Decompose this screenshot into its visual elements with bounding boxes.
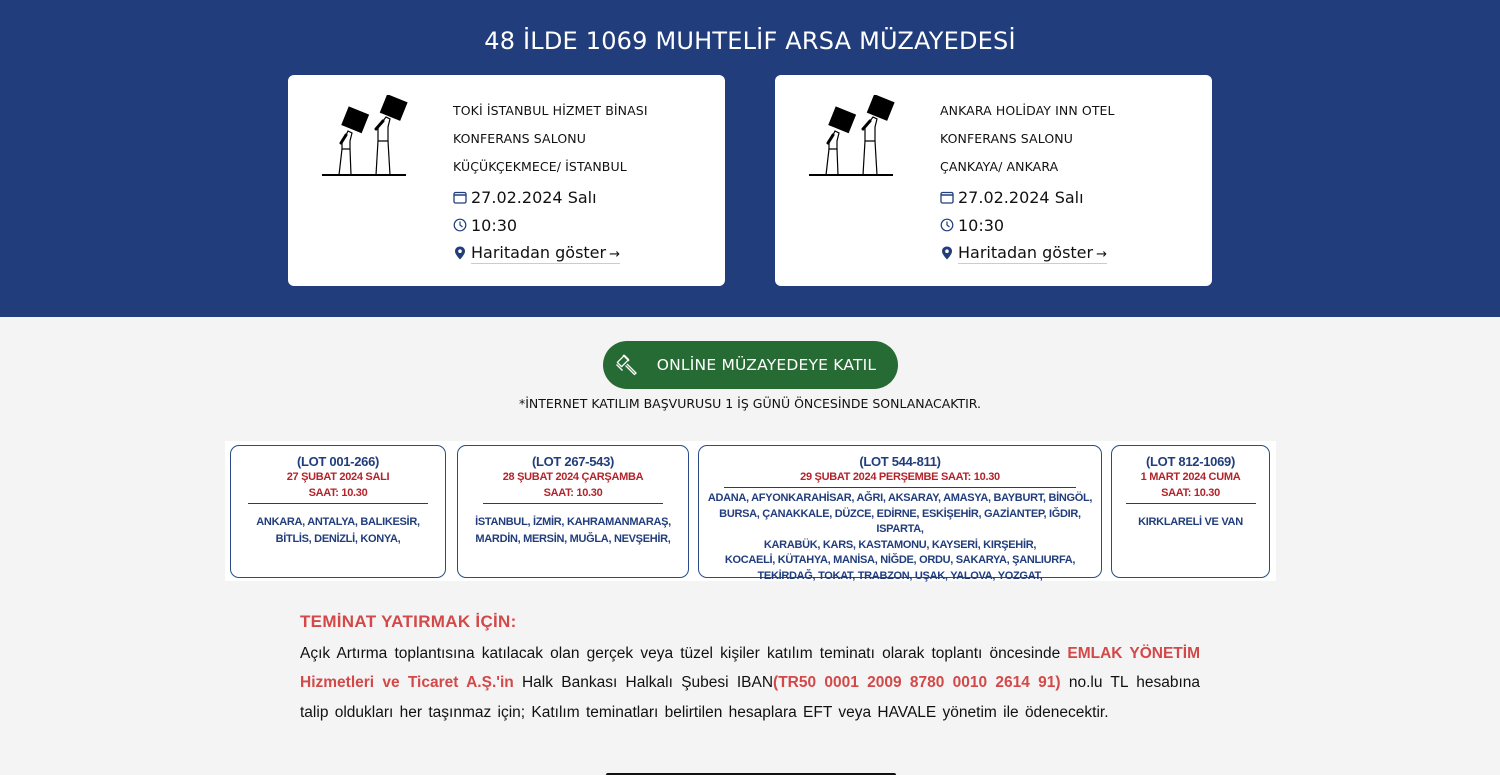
lot-schedule	[225, 441, 1276, 581]
venue-date-row	[453, 183, 713, 211]
city-line: TEKİRDAĞ, TOKAT, TRABZON, UŞAK, YALOVA, YOZGAT,	[757, 569, 1043, 582]
show-on-map-link[interactable]	[471, 243, 620, 264]
calendar-icon	[940, 190, 954, 204]
venue-date: 27.02.2024 Salı	[471, 187, 597, 207]
lot-time: SAAT: 10.30	[1161, 487, 1220, 499]
deposit-text: no.lu TL hesabına talip oldukları her taşınmaz için; Katılım teminatları belirtilen hesaplara EFT veya HAVALE yönetim ile ödenecektir.	[300, 674, 1200, 721]
deposit-instructions	[300, 612, 1200, 727]
lot-range: (LOT 812-1069)	[1145, 454, 1235, 469]
deposit-title: TEMİNAT YATIRMAK İÇİN:	[300, 612, 517, 631]
venue-date: 27.02.2024 Salı	[958, 187, 1084, 207]
online-deadline-note: *İNTERNET KATILIM BAŞVURUSU 1 İŞ GÜNÜ ÖNCESİNDE SONLANACAKTIR.	[518, 396, 982, 411]
lot-card-001-266	[230, 445, 446, 578]
lot-date: 1 MART 2024 CUMA	[1140, 471, 1241, 483]
divider	[724, 487, 1076, 488]
city-line: KARABÜK, KARS, KASTAMONU, KAYSERİ, KIRŞEHİR,	[763, 538, 1037, 551]
clock-icon	[453, 218, 467, 232]
lot-cities	[1112, 514, 1269, 531]
venue-district: KÜÇÜKÇEKMECE/ İSTANBUL	[453, 159, 627, 174]
deposit-text: Açık Artırma toplantısına katılacak olan gerçek veya tüzel kişiler katılım teminatı olarak toplantı öncesinde	[300, 645, 1068, 662]
venue-info	[940, 99, 1200, 267]
venue-map-row	[940, 239, 1200, 267]
city-line: KIRKLARELİ VE VAN	[1138, 516, 1243, 528]
auction-paddles-illustration	[807, 95, 895, 179]
divider	[483, 503, 663, 504]
lot-cities	[231, 514, 445, 548]
venue-hall: KONFERANS SALONU	[940, 131, 1073, 146]
page-title: 48 İLDE 1069 MUHTELİF ARSA MÜZAYEDESİ	[484, 27, 1016, 55]
show-on-map-label: Haritadan göster	[471, 242, 607, 262]
lot-cities	[699, 491, 1101, 584]
venue-time-row	[453, 211, 713, 239]
city-line: MARDİN, MERSİN, MUĞLA, NEVŞEHİR,	[475, 533, 671, 545]
arrow-right-icon: →	[609, 246, 621, 262]
lot-card-544-811	[698, 445, 1102, 582]
venue-hall: KONFERANS SALONU	[453, 131, 586, 146]
lot-range: (LOT 001-266)	[296, 454, 380, 469]
venue-time: 10:30	[471, 215, 518, 235]
lot-card-812-1069	[1111, 445, 1270, 578]
city-line: İSTANBUL, İZMİR, KAHRAMANMARAŞ,	[475, 516, 671, 528]
city-line: ADANA, AFYONKARAHİSAR, AĞRI, AKSARAY, AMASYA, BAYBURT, BİNGÖL,	[707, 492, 1093, 504]
venue-time: 10:30	[958, 215, 1005, 235]
venue-district: ÇANKAYA/ ANKARA	[940, 159, 1059, 174]
divider	[1126, 503, 1256, 504]
lot-date-time: 29 ŞUBAT 2024 PERŞEMBE SAAT: 10.30	[800, 471, 1000, 483]
venue-card-ankara	[775, 75, 1212, 286]
map-pin-icon	[453, 246, 467, 260]
show-on-map-link[interactable]	[958, 243, 1107, 264]
lot-cities	[458, 514, 688, 548]
map-pin-icon	[940, 246, 954, 260]
calendar-icon	[453, 190, 467, 204]
gavel-icon	[613, 352, 639, 378]
lot-date: 28 ŞUBAT 2024 ÇARŞAMBA	[502, 471, 644, 483]
auction-paddles-illustration	[320, 95, 408, 179]
venue-card-istanbul	[288, 75, 725, 286]
venue-map-row	[453, 239, 713, 267]
clock-icon	[940, 218, 954, 232]
lot-date: 27 ŞUBAT 2024 SALI	[286, 471, 390, 483]
lot-time: SAAT: 10.30	[543, 487, 603, 499]
company-name: EMLAK YÖNETİM Hizmetleri ve Ticaret A.Ş.'in	[300, 645, 1200, 692]
venue-info	[453, 99, 713, 267]
deposit-text: Halk Bankası Halkalı Şubesi IBAN	[513, 674, 774, 692]
city-line: KOCAELİ, KÜTAHYA, MANİSA, NİĞDE, ORDU, SAKARYA, ŞANLIURFA,	[724, 554, 1076, 566]
lot-time: SAAT: 10.30	[308, 487, 368, 499]
venue-date-row	[940, 183, 1200, 211]
venue-time-row	[940, 211, 1200, 239]
iban-number: (TR50 0001 2009 8780 0010 2614 91)	[773, 674, 1061, 692]
lot-range: (LOT 267-543)	[531, 454, 615, 469]
lot-range: (LOT 544-811)	[859, 454, 941, 469]
divider	[248, 503, 428, 504]
join-online-auction-button[interactable]	[603, 341, 898, 389]
deposit-body	[300, 639, 1200, 727]
city-line: ANKARA, ANTALYA, BALIKESİR,	[256, 516, 420, 528]
venue-name: TOKİ İSTANBUL HİZMET BİNASI	[453, 103, 648, 118]
city-line: BURSA, ÇANAKKALE, DÜZCE, EDİRNE, ESKİŞEHİR, GAZİANTEP, IĞDIR, ISPARTA,	[719, 507, 1081, 535]
show-on-map-label: Haritadan göster	[958, 242, 1094, 262]
venue-name: ANKARA HOLİDAY INN OTEL	[940, 103, 1115, 118]
join-online-auction-label: ONLİNE MÜZAYEDEYE KATIL	[656, 356, 877, 374]
lot-card-267-543	[457, 445, 689, 578]
arrow-right-icon: →	[1096, 246, 1108, 262]
hero-banner	[0, 0, 1500, 317]
city-line: BİTLİS, DENİZLİ, KONYA,	[275, 533, 401, 545]
